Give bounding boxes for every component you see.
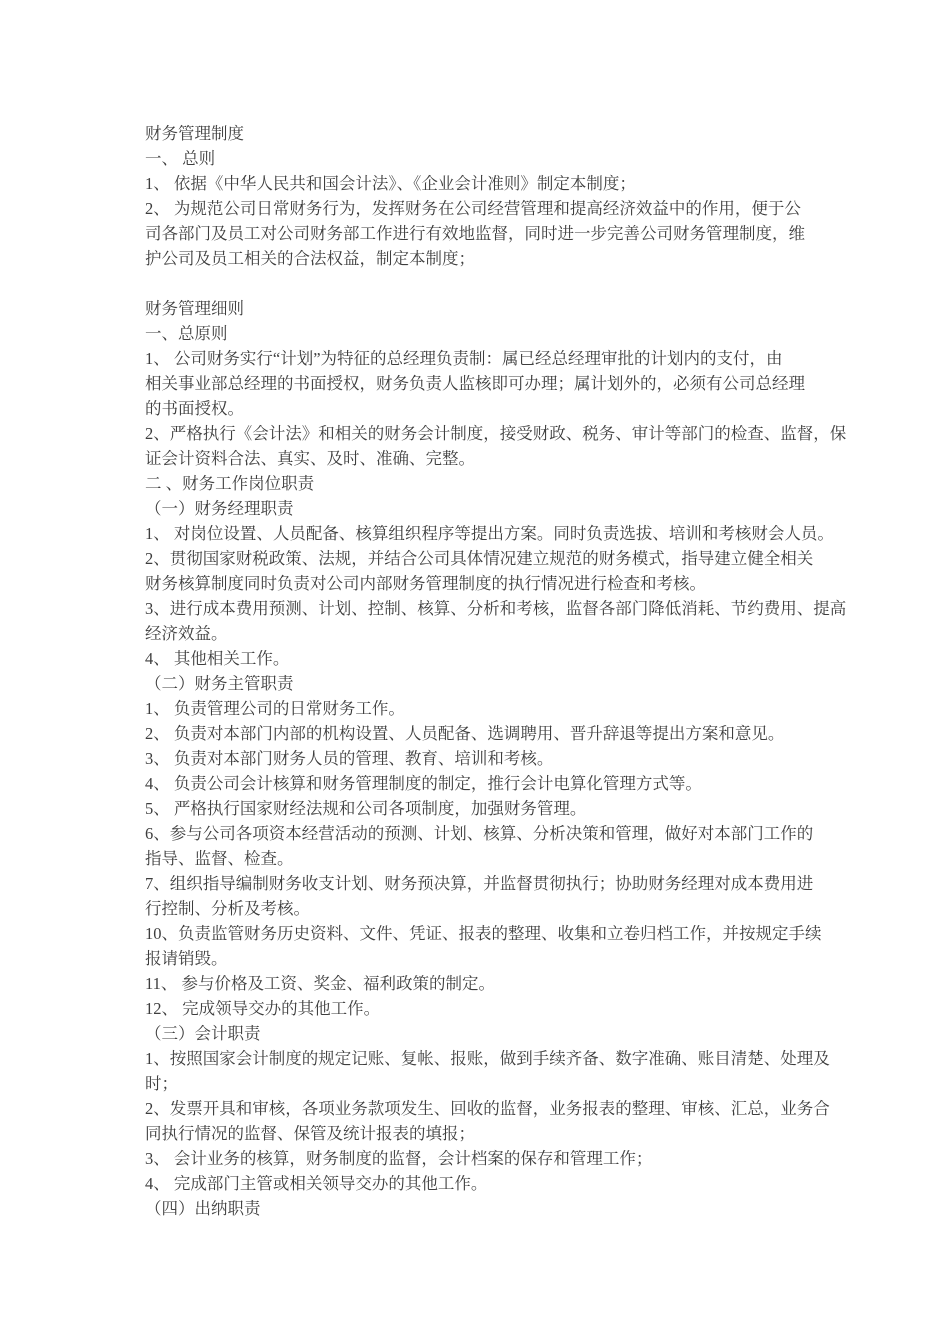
text-line: 的书面授权。 (145, 399, 244, 418)
document-content (145, 121, 875, 1221)
text-line: 同执行情况的监督、保管及统计报表的填报； (145, 1124, 475, 1143)
text-line: 3、 负责对本部门财务人员的管理、教育、培训和考核。 (145, 749, 554, 768)
text-line: 报请销毁。 (145, 949, 228, 968)
text-line: 行控制、分析及考核。 (145, 899, 310, 918)
text-line: 司各部门及员工对公司财务部工作进行有效地监督，同时进一步完善公司财务管理制度，维 (145, 224, 805, 243)
text-line: 2、发票开具和审核，各项业务款项发生、回收的监督，业务报表的整理、审核、汇总，业务合 (145, 1099, 830, 1118)
text-line: 4、 负责公司会计核算和财务管理制度的制定，推行会计电算化管理方式等。 (145, 774, 702, 793)
text-line: 相关事业部总经理的书面授权，财务负责人监核即可办理；属计划外的，必须有公司总经理 (145, 374, 805, 393)
text-line: 3、进行成本费用预测、计划、控制、核算、分析和考核，监督各部门降低消耗、节约费用、提高 (145, 599, 847, 618)
text-line: 7、组织指导编制财务收支计划、财务预决算，并监督贯彻执行；协助财务经理对成本费用进 (145, 874, 814, 893)
text-line: 10、负责监管财务历史资料、文件、凭证、报表的整理、收集和立卷归档工作，并按规定手续 (145, 924, 822, 943)
text-line: （四）出纳职责 (145, 1199, 261, 1218)
blank-line (145, 271, 875, 296)
text-line: 6、参与公司各项资本经营活动的预测、计划、核算、分析决策和管理，做好对本部门工作的 (145, 824, 814, 843)
text-line: 1、 公司财务实行“计划”为特征的总经理负责制：属已经总经理审批的计划内的支付，由 (145, 349, 783, 368)
text-line: 财务核算制度同时负责对公司内部财务管理制度的执行情况进行检查和考核。 (145, 574, 706, 593)
text-line: 1、 负责管理公司的日常财务工作。 (145, 699, 405, 718)
text-line: 一、总原则 (145, 324, 228, 343)
text-line: 2、严格执行《会计法》和相关的财务会计制度，接受财政、税务、审计等部门的检查、监督，保 (145, 424, 847, 443)
text-line: 2、贯彻国家财税政策、法规，并结合公司具体情况建立规范的财务模式，指导建立健全相关 (145, 549, 814, 568)
text-line: 证会计资料合法、真实、及时、准确、完整。 (145, 449, 475, 468)
text-line: 2、 为规范公司日常财务行为，发挥财务在公司经营管理和提高经济效益中的作用，便于公 (145, 199, 801, 218)
text-line: 指导、监督、检查。 (145, 849, 294, 868)
text-line: 5、 严格执行国家财经法规和公司各项制度，加强财务管理。 (145, 799, 587, 818)
text-line: 财务管理细则 (145, 299, 244, 318)
text-line: 11、 参与价格及工资、奖金、福利政策的制定。 (145, 974, 496, 993)
text-line: 1、 对岗位设置、人员配备、核算组织程序等提出方案。同时负责选拔、培训和考核财会人员。 (145, 524, 834, 543)
text-line: （三）会计职责 (145, 1024, 261, 1043)
text-line: （一）财务经理职责 (145, 499, 294, 518)
text-line: 时； (145, 1074, 178, 1093)
text-line: 1、 依据《中华人民共和国会计法》、《企业会计准则》制定本制度； (145, 174, 636, 193)
text-line: 4、 完成部门主管或相关领导交办的其他工作。 (145, 1174, 488, 1193)
text-line: 二 、财务工作岗位职责 (145, 474, 315, 493)
text-line: 3、 会计业务的核算，财务制度的监督，会计档案的保存和管理工作； (145, 1149, 653, 1168)
text-line: （二）财务主管职责 (145, 674, 294, 693)
text-line: 1、按照国家会计制度的规定记账、复帐、报账，做到手续齐备、数字准确、账目清楚、处理及 (145, 1049, 830, 1068)
text-line: 4、 其他相关工作。 (145, 649, 290, 668)
text-line: 护公司及员工相关的合法权益，制定本制度； (145, 249, 475, 268)
text-line: 经济效益。 (145, 624, 228, 643)
text-line: 2、 负责对本部门内部的机构设置、人员配备、选调聘用、晋升辞退等提出方案和意见。 (145, 724, 785, 743)
text-line: 12、 完成领导交办的其他工作。 (145, 999, 381, 1018)
document-title: 财务管理制度 (145, 124, 244, 143)
text-line: 一、 总则 (145, 149, 216, 168)
document-lines (145, 146, 875, 1221)
